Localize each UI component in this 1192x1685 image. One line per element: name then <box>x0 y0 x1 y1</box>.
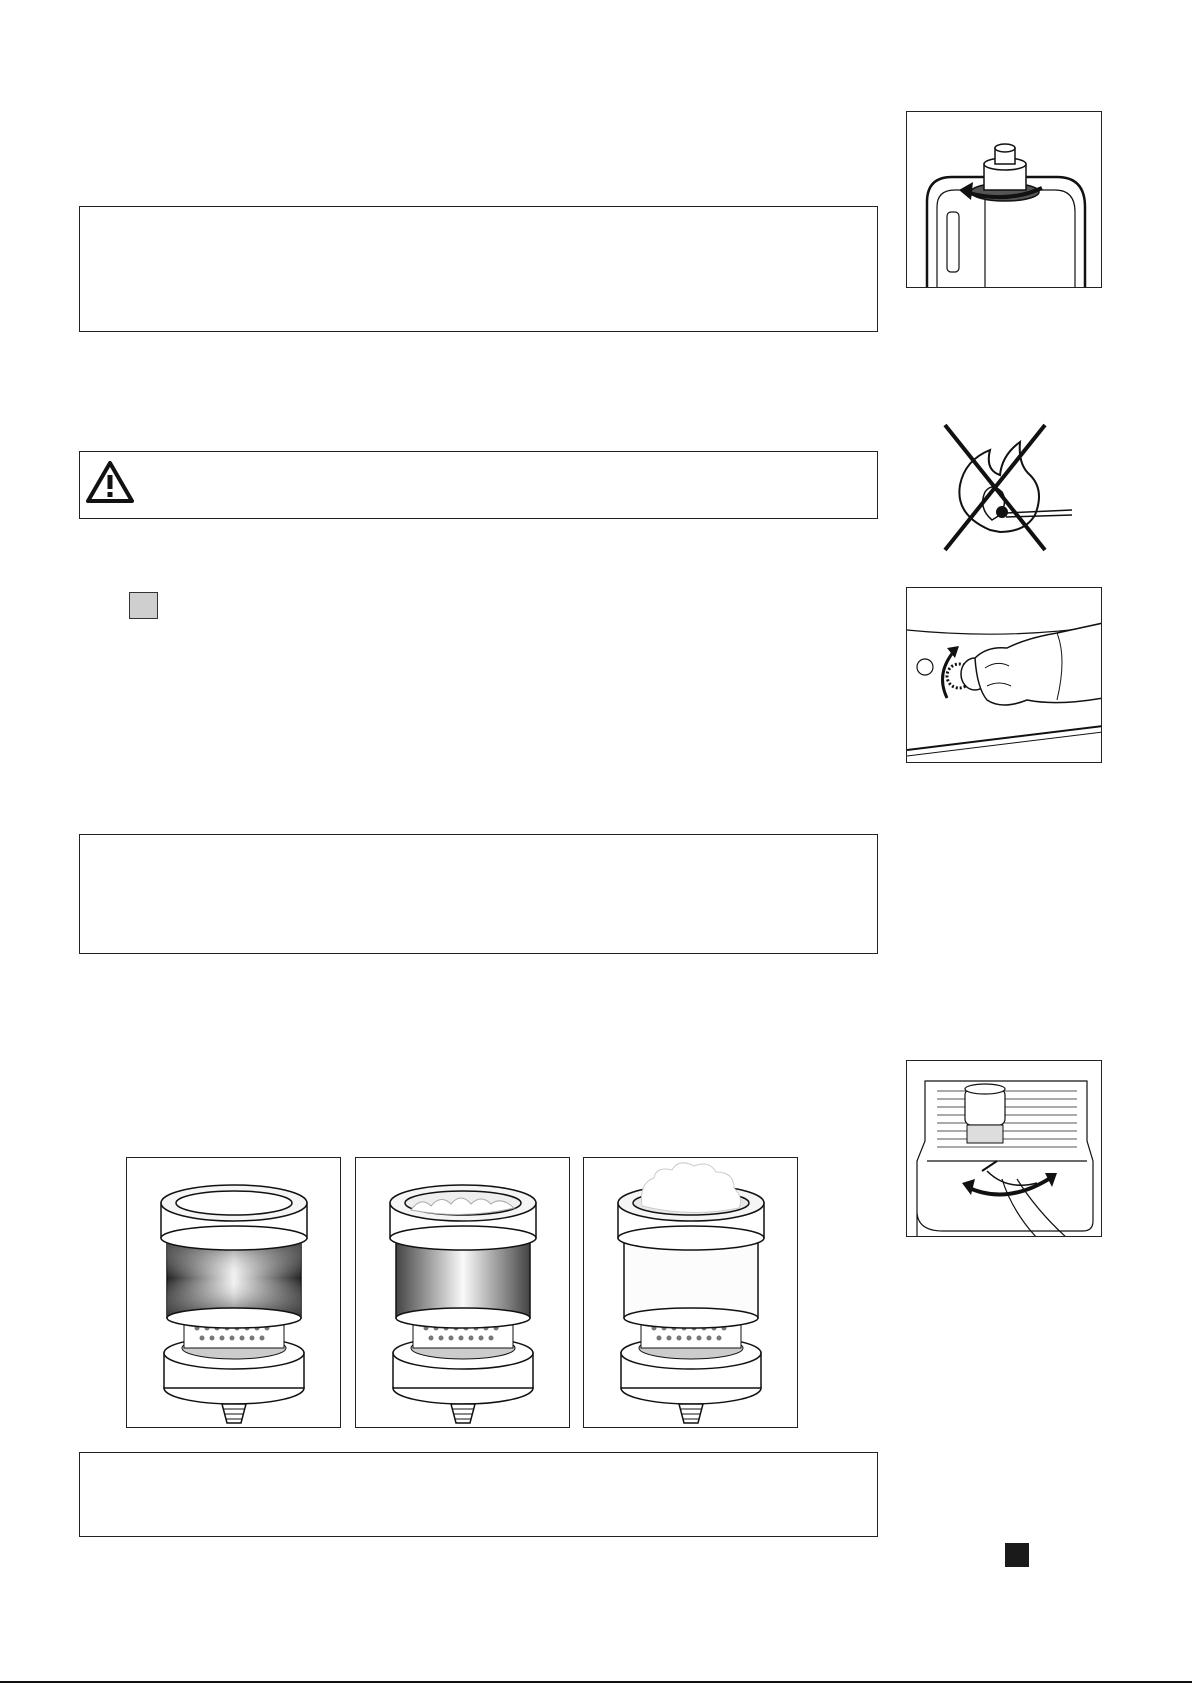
burner-state-2 <box>355 1157 570 1428</box>
step-marker <box>129 592 158 619</box>
burner-cold-icon <box>127 1158 341 1428</box>
page-marker <box>1005 1543 1029 1567</box>
ignition-knob-illustration <box>906 587 1102 763</box>
burner-warming-icon <box>356 1158 570 1428</box>
no-match-illustration <box>930 420 1080 555</box>
warning-box <box>79 451 878 519</box>
burner-state-3 <box>583 1157 798 1428</box>
note-box-1 <box>79 206 878 332</box>
note-box-3 <box>79 1452 878 1537</box>
move-lever-icon <box>907 1061 1102 1237</box>
warning-triangle-icon <box>86 460 134 504</box>
rotate-cap-icon <box>907 112 1102 288</box>
no-open-flame-icon <box>930 420 1080 555</box>
turn-knob-icon <box>907 588 1102 763</box>
bottom-rule <box>0 1681 1192 1683</box>
adjust-lever-illustration <box>906 1060 1102 1237</box>
note-box-2 <box>79 834 878 954</box>
burner-full-icon <box>584 1158 798 1428</box>
tank-cap-illustration <box>906 111 1102 288</box>
burner-state-1 <box>126 1157 341 1428</box>
